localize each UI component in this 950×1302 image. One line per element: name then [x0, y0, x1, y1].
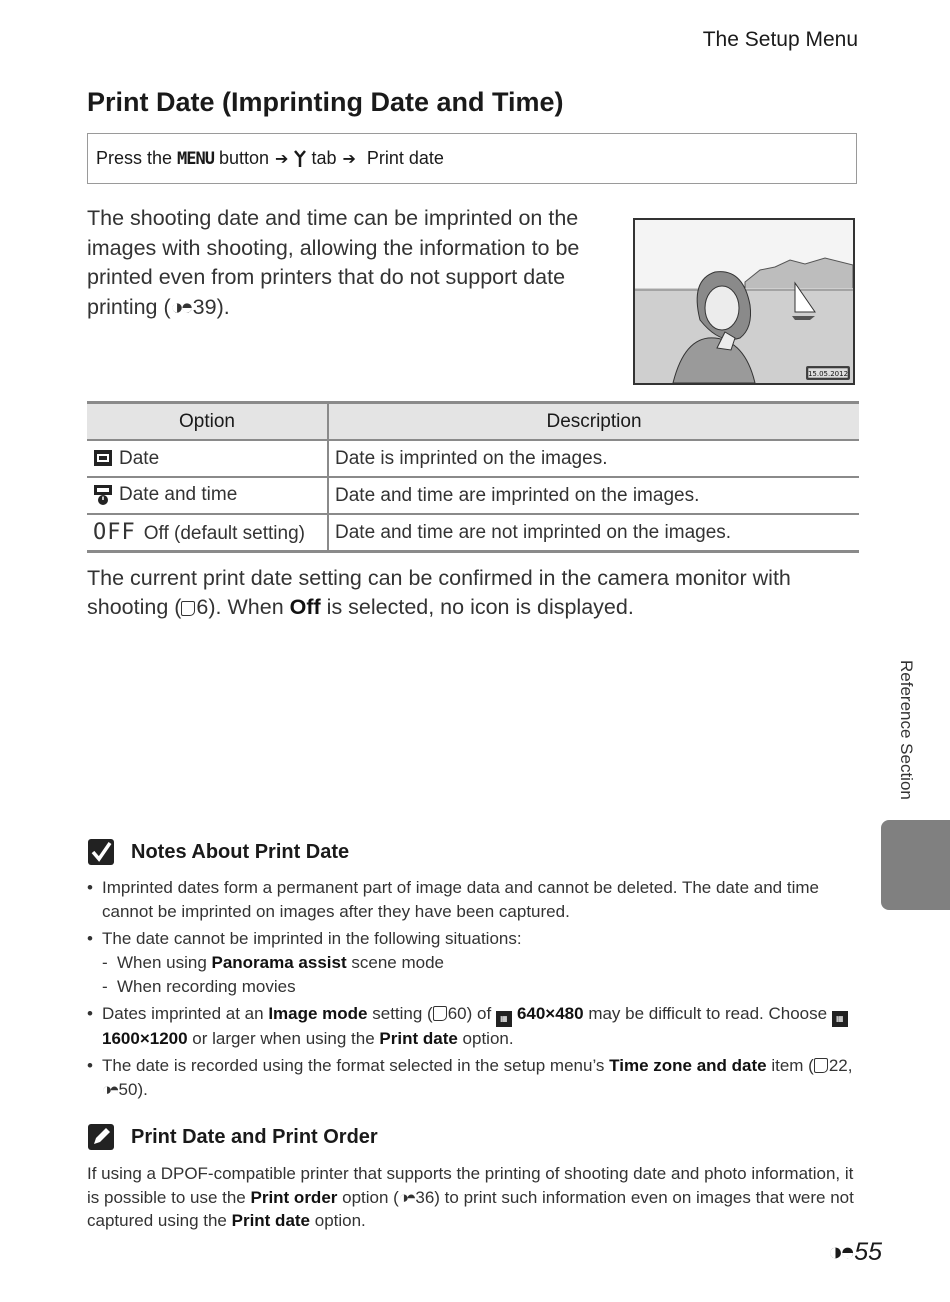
e-reference-icon: ◑◓ — [828, 1238, 853, 1266]
notes-title: Notes About Print Date — [131, 840, 350, 863]
e-reference-icon: ◑◓ — [398, 1187, 414, 1207]
intro-ref: 39 — [192, 294, 217, 319]
list-item: • The date is recorded using the format selected in the setup menu’s Time zone and date item ( 22, ◑◓ 50). — [87, 1054, 857, 1102]
list-item — [87, 876, 857, 924]
sample-photo — [633, 218, 855, 385]
pencil-icon — [87, 1123, 115, 1151]
wrench-icon — [294, 150, 306, 168]
note-text: The date cannot be imprinted in the following situations: — [102, 929, 522, 948]
print-order-paragraph: If using a DPOF-compatible printer that supports the printing of shooting date and photo information, it is possible to use the Print order option (◑◓ 36) to print such information even on images that were not captured using the Print date option. — [87, 1164, 854, 1230]
description-cell: Date is imprinted on the images. — [328, 440, 859, 477]
vga-image-mode-icon: ▦ — [496, 1011, 512, 1027]
description-cell: Date and time are imprinted on the images. — [328, 477, 859, 514]
sub-list-item: - When using Panorama assist scene mode — [102, 951, 857, 975]
notes-heading — [87, 838, 349, 866]
sub-list-item: - When recording movies — [102, 975, 857, 999]
description-column-header: Description — [328, 403, 859, 441]
option-cell — [87, 440, 328, 477]
section-header: The Setup Menu — [702, 28, 858, 51]
arrow-right-icon: ➔ — [275, 150, 289, 168]
date-and-time-icon — [93, 484, 113, 506]
woman-by-lake-illustration — [635, 220, 853, 383]
section-tab — [881, 820, 950, 910]
off-icon: OFF — [93, 520, 136, 545]
side-section-label: Reference Section — [897, 660, 916, 800]
photo-date-stamp: 15.05.2012 — [807, 370, 849, 378]
option-label: Date and time — [119, 484, 238, 506]
list-item — [87, 927, 857, 999]
book-reference-icon — [814, 1058, 828, 1073]
book-reference-icon — [181, 601, 195, 616]
intro-close: ). — [216, 294, 230, 319]
description-cell: Date and time are not imprinted on the images. — [328, 514, 859, 552]
menu-path-text-3: tab — [306, 148, 337, 168]
print-order-heading — [87, 1123, 378, 1151]
note-text: Imprinted dates form a permanent part of image data and cannot be deleted. The date and time cannot be imprinted on images after they have been captured. — [102, 878, 819, 921]
page-number: ◑◓ 55 — [828, 1238, 883, 1266]
list-item: • Dates imprinted at an Image mode setting ( 60) of ▦ 640×480 may be difficult to read. Choose ▦1600×1200 or larger when using the Print date option. — [87, 1002, 857, 1051]
current-setting-paragraph — [87, 564, 827, 621]
table-row — [87, 477, 859, 514]
current-ref: 6 — [196, 594, 209, 619]
arrow-right-icon: ➔ — [342, 150, 356, 168]
date-icon — [93, 448, 113, 468]
current-bold: Off — [289, 594, 321, 619]
book-reference-icon — [433, 1006, 447, 1021]
option-label: Date — [119, 447, 160, 469]
current-text-3: is selected, no icon is displayed. — [320, 594, 634, 619]
menu-path-box — [87, 133, 857, 184]
table-row — [87, 440, 859, 477]
option-column-header: Option — [87, 403, 328, 441]
option-cell — [87, 477, 328, 514]
2m-image-mode-icon: ▦ — [832, 1011, 848, 1027]
e-reference-icon: ◑◓ — [102, 1080, 117, 1099]
option-cell — [87, 514, 328, 552]
e-reference-icon: ◑◓ — [170, 294, 191, 319]
table-header-row — [87, 403, 859, 441]
checkmark-icon — [87, 838, 115, 866]
menu-path-text-2: button — [214, 148, 270, 168]
sub-list — [102, 951, 857, 999]
menu-button-glyph: MENU — [177, 148, 214, 169]
menu-path-text-1: Press the — [96, 148, 178, 168]
current-text-1: The current print date setting can be confirmed in the camera monitor with shooting ( — [87, 566, 791, 619]
table-row — [87, 514, 859, 552]
current-text-2: ). When — [208, 594, 290, 619]
intro-paragraph — [87, 204, 612, 322]
option-label: Off (default setting) — [143, 523, 305, 544]
intro-text: The shooting date and time can be imprinted on the images with shooting, allowing the information to be printed even from printers that do not support date printing ( — [87, 206, 580, 319]
options-table — [87, 401, 859, 553]
page-title: Print Date (Imprinting Date and Time) — [87, 87, 564, 117]
notes-list — [87, 876, 857, 1105]
menu-path-text-4: Print date — [361, 148, 444, 168]
print-order-title: Print Date and Print Order — [131, 1125, 378, 1148]
